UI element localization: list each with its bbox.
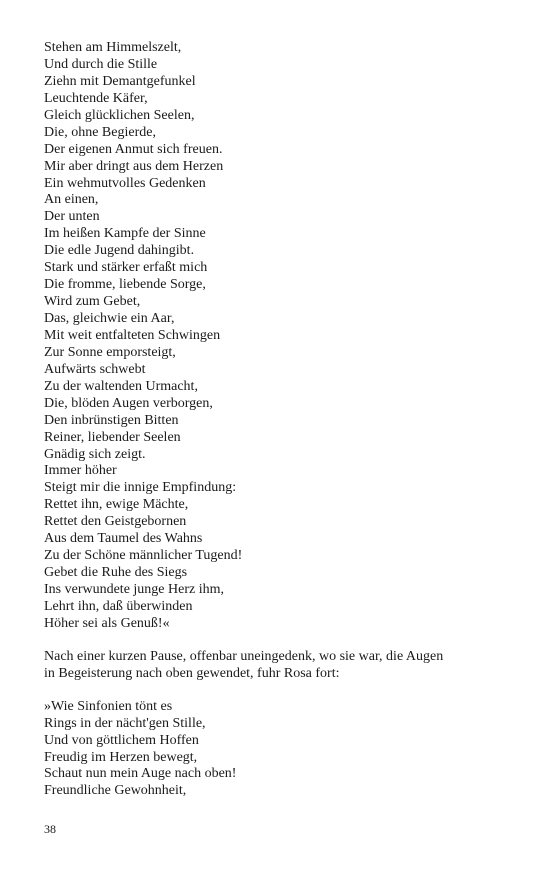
- poem-line: Rettet ihn, ewige Mächte,: [44, 497, 189, 513]
- poem-line: Im heißen Kampfe der Sinne: [44, 226, 206, 242]
- poem-stanza-1: [44, 40, 514, 633]
- poem-line: Gnädig sich zeigt.: [44, 446, 146, 462]
- poem-line: Die, blöden Augen verborgen,: [44, 395, 213, 411]
- poem-line: Aufwärts schwebt: [44, 361, 146, 377]
- poem-line: Gleich glücklichen Seelen,: [44, 107, 195, 123]
- poem-line: Schaut nun mein Auge nach oben!: [44, 766, 237, 782]
- poem-line: Der unten: [44, 209, 100, 225]
- poem-line: Freudig im Herzen bewegt,: [44, 749, 198, 765]
- poem-line: Zur Sonne emporsteigt,: [44, 344, 176, 360]
- poem-stanza-2: [44, 699, 514, 801]
- poem-line: Der eigenen Anmut sich freuen.: [44, 141, 223, 157]
- poem-line: Die edle Jugend dahingibt.: [44, 243, 195, 259]
- poem-line: Höher sei als Genuß!«: [44, 615, 170, 631]
- page-number: 38: [44, 822, 56, 836]
- poem-line: Stark und stärker erfaßt mich: [44, 260, 208, 276]
- poem-line: Die, ohne Begierde,: [44, 124, 156, 140]
- poem-line: Zu der Schöne männlicher Tugend!: [44, 548, 243, 564]
- poem-line: Und durch die Stille: [44, 56, 158, 72]
- prose-line: Nach einer kurzen Pause, offenbar uneingedenk, wo sie war, die Augen: [44, 648, 444, 664]
- poem-line: Lehrt ihn, daß überwinden: [44, 598, 193, 614]
- poem-line: Immer höher: [44, 463, 117, 479]
- page-body: [44, 40, 514, 800]
- poem-line: Aus dem Taumel des Wahns: [44, 531, 203, 547]
- poem-line: Reiner, liebender Seelen: [44, 429, 181, 445]
- poem-line: Das, gleichwie ein Aar,: [44, 311, 175, 326]
- poem-line: Den inbrünstigen Bitten: [44, 412, 179, 428]
- poem-line: »Wie Sinfonien tönt es: [44, 698, 173, 714]
- poem-line: Mir aber dringt aus dem Herzen: [44, 158, 224, 174]
- poem-line: Steigt mir die innige Empfindung:: [44, 480, 237, 496]
- poem-line: Mit weit entfalteten Schwingen: [44, 327, 221, 343]
- poem-line: Ziehn mit Demantgefunkel: [44, 73, 196, 89]
- poem-line: Stehen am Himmelszelt,: [44, 40, 182, 55]
- poem-line: Rettet den Geistgebornen: [44, 514, 187, 530]
- poem-line: Rings in der nächt'gen Stille,: [44, 715, 206, 731]
- poem-line: Leuchtende Käfer,: [44, 90, 148, 106]
- poem-line: Und von göttlichem Hoffen: [44, 732, 199, 748]
- prose-line: in Begeisterung nach oben gewendet, fuhr Rosa fort:: [44, 665, 340, 681]
- prose-paragraph: [44, 649, 514, 683]
- poem-line: An einen,: [44, 192, 99, 208]
- poem-line: Freundliche Gewohnheit,: [44, 783, 187, 799]
- poem-line: Ins verwundete junge Herz ihm,: [44, 582, 224, 597]
- poem-line: Zu der waltenden Urmacht,: [44, 378, 198, 394]
- poem-line: Wird zum Gebet,: [44, 294, 141, 310]
- poem-line: Die fromme, liebende Sorge,: [44, 277, 206, 293]
- poem-line: Ein wehmutvolles Gedenken: [44, 175, 206, 191]
- poem-line: Gebet die Ruhe des Siegs: [44, 565, 188, 581]
